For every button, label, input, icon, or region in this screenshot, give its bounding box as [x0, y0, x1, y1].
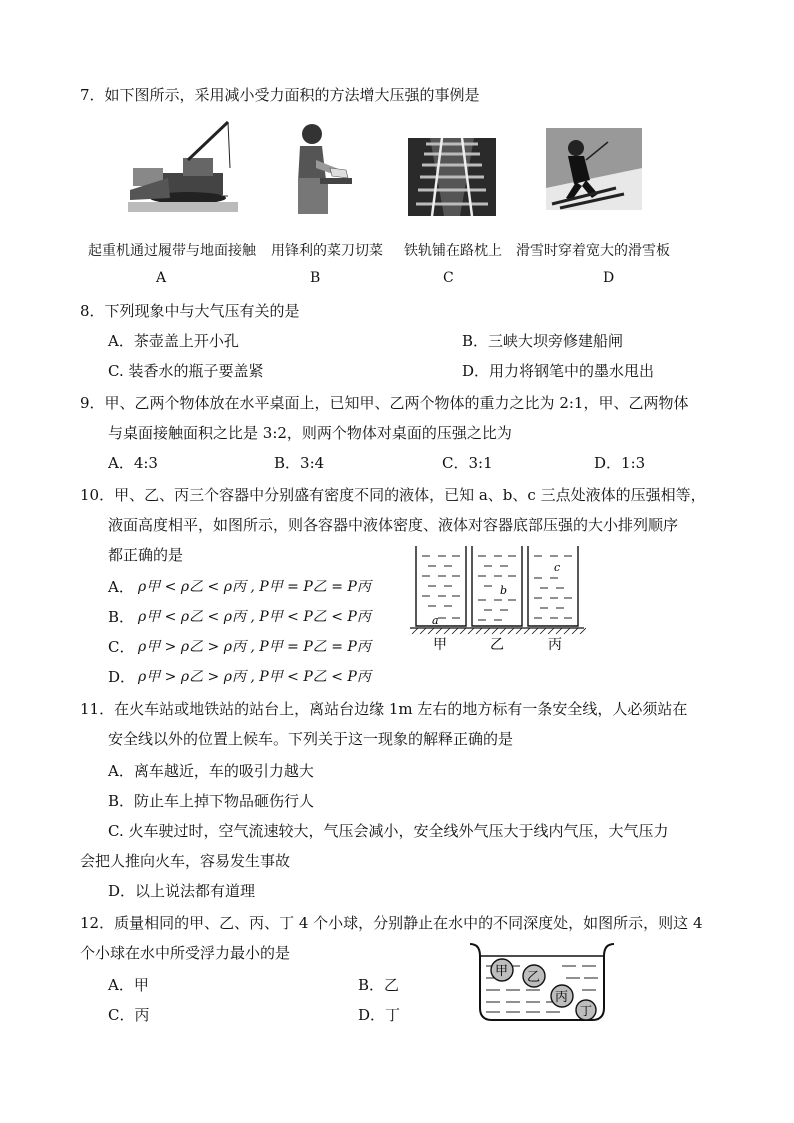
- knife-image: [286, 120, 352, 216]
- q8-option-b: B．三峡大坝旁修建船闸: [462, 332, 624, 350]
- q10-option-b: ρ甲 < ρ乙 < ρ丙 , P甲 < P乙 < P丙: [138, 609, 371, 625]
- railway-image: [408, 138, 496, 216]
- q9-option-a: A．4:3: [108, 454, 158, 472]
- ball-bing-label: 丙: [555, 990, 569, 1005]
- container-jia-label: 甲: [433, 637, 447, 652]
- point-b-label: b: [500, 584, 508, 597]
- q9-option-b: B．3:4: [274, 454, 325, 472]
- q11-option-b: B．防止车上掉下物品砸伤行人: [108, 792, 315, 810]
- q10-option-a: ρ甲 < ρ乙 < ρ丙 , P甲 = P乙 = P丙: [138, 579, 371, 595]
- q11-option-c-line2: 会把人推向火车，容易发生事故: [80, 852, 291, 870]
- balls-figure: [466, 942, 618, 1026]
- q9-option-c: C．3:1: [442, 454, 493, 472]
- q12-option-c: C．丙: [108, 1006, 150, 1024]
- ball-ding-label: 丁: [580, 1004, 593, 1018]
- q9-stem-line2: 与桌面接触面积之比是 3:2，则两个物体对桌面的压强之比为: [108, 424, 512, 442]
- q9-stem-line1: 9．甲、乙两个物体放在水平桌面上，已知甲、乙两个物体的重力之比为 2:1，甲、乙两物体: [80, 394, 689, 412]
- q9-option-d: D．1:3: [594, 454, 646, 472]
- q10-option-c: ρ甲 > ρ乙 > ρ丙 , P甲 = P乙 = P丙: [138, 639, 371, 655]
- letter-b: B: [310, 270, 321, 286]
- ball-yi-label: 乙: [527, 970, 541, 985]
- q8-option-a: A．茶壶盖上开小孔: [108, 332, 239, 350]
- q11-option-a: A．离车越近，车的吸引力越大: [108, 762, 314, 780]
- caption-b: 用锋利的菜刀切菜: [271, 243, 383, 259]
- q7-stem: 7．如下图所示，采用减小受力面积的方法增大压强的事例是: [80, 86, 480, 104]
- q10-option-d: ρ甲 > ρ乙 > ρ丙 , P甲 < P乙 < P丙: [138, 669, 371, 685]
- q8-stem: 8．下列现象中与大气压有关的是: [80, 302, 300, 320]
- q10-option-d-letter: D．: [108, 668, 136, 686]
- crane-image: [128, 118, 238, 212]
- q10-stem-line3: 都正确的是: [108, 546, 184, 564]
- q12-option-d: D．丁: [358, 1006, 401, 1024]
- letter-a: A: [156, 270, 167, 286]
- container-bing-label: 丙: [548, 637, 562, 652]
- q10-stem-line2: 液面高度相平，如图所示，则各容器中液体密度、液体对容器底部压强的大小排列顺序: [108, 516, 679, 534]
- caption-d: 滑雪时穿着宽大的滑雪板: [516, 243, 670, 259]
- q10-option-a-letter: A．: [108, 578, 134, 596]
- containers-figure: [408, 540, 586, 652]
- q10-option-b-letter: B．: [108, 608, 135, 626]
- point-c-label: c: [554, 561, 561, 574]
- q11-option-c-line1: C. 火车驶过时，空气流速较大，气压会减小，安全线外气压大于线内气压，大气压力: [108, 822, 669, 840]
- caption-a: 起重机通过履带与地面接触: [88, 243, 256, 259]
- q8-option-c: C. 装香水的瓶子要盖紧: [108, 362, 264, 380]
- letter-d: D: [603, 270, 615, 286]
- q12-option-b: B．乙: [358, 976, 400, 994]
- q11-stem-line2: 安全线以外的位置上候车。下列关于这一现象的解释正确的是: [108, 730, 514, 748]
- point-a-label: a: [432, 614, 439, 627]
- container-yi-label: 乙: [490, 637, 504, 652]
- q10-option-c-letter: C．: [108, 638, 135, 656]
- ball-jia-label: 甲: [495, 964, 509, 979]
- q8-option-d: D．用力将钢笔中的墨水甩出: [462, 362, 655, 380]
- q11-stem-line1: 11．在火车站或地铁站的站台上，离站台边缘 1m 左右的地方标有一条安全线，人必须站在: [80, 700, 688, 718]
- q10-stem-line1: 10．甲、乙、丙三个容器中分别盛有密度不同的液体，已知 a、b、c 三点处液体的压强相等，: [80, 486, 706, 504]
- q12-stem-line1: 12．质量相同的甲、乙、丙、丁 4 个小球，分别静止在水中的不同深度处，如图所示，则这 4: [80, 914, 703, 932]
- q12-option-a: A．甲: [108, 976, 149, 994]
- letter-c: C: [443, 270, 454, 286]
- q11-option-d: D．以上说法都有道理: [108, 882, 256, 900]
- caption-c: 铁轨铺在路枕上: [404, 243, 502, 259]
- q12-stem-line2: 个小球在水中所受浮力最小的是: [80, 944, 291, 962]
- skier-image: [546, 128, 642, 210]
